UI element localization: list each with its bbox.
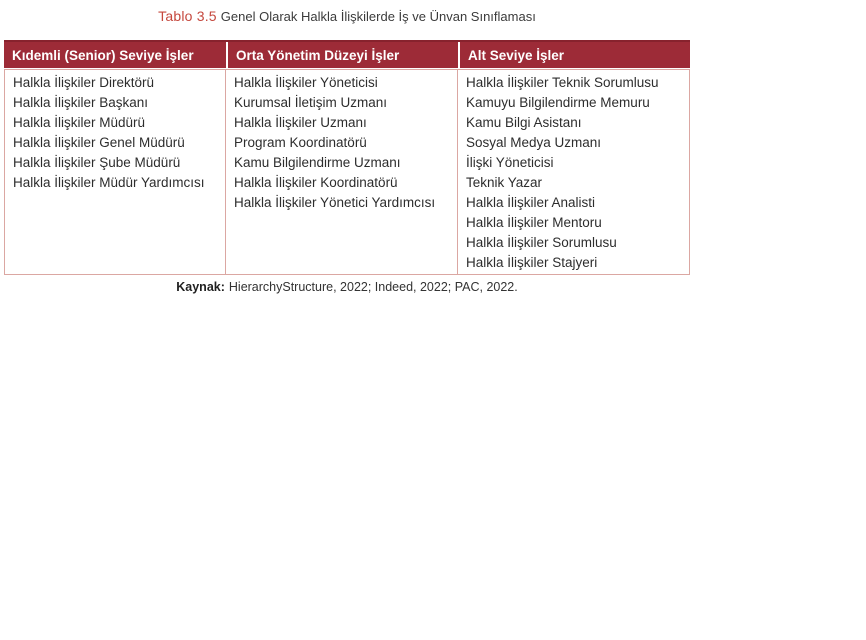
job-title-item: Halkla İlişkiler Müdür Yardımcısı [13,175,205,190]
table-caption-text: Genel Olarak Halkla İlişkilerde İş ve Ünvan Sınıflaması [220,9,536,24]
source-note-text: HierarchyStructure, 2022; Indeed, 2022; PAC, 2022. [228,280,518,294]
job-title-item: Sosyal Medya Uzmanı [466,135,602,150]
job-title-item: Halkla İlişkiler Stajyeri [466,255,598,270]
table-header-row [4,40,690,68]
job-title-item: Halkla İlişkiler Koordinatörü [234,175,398,190]
job-classification-table [4,40,690,275]
job-title-item: İlişki Yöneticisi [466,155,554,170]
job-title-item: Kamu Bilgilendirme Uzmanı [234,155,401,170]
job-title-item: Halkla İlişkiler Direktörü [13,75,155,90]
job-title-item: Halkla İlişkiler Yöneticisi [234,75,378,90]
body-cell-senior [4,69,226,275]
job-title-item: Halkla İlişkiler Mentoru [466,215,602,230]
job-title-item: Halkla İlişkiler Başkanı [13,95,149,110]
mid-level-jobs-list [234,73,453,213]
job-title-item: Halkla İlişkiler Genel Müdürü [13,135,185,150]
job-title-item: Program Koordinatörü [234,135,367,150]
job-title-item: Kamuyu Bilgilendirme Memuru [466,95,650,110]
job-title-item: Halkla İlişkiler Uzmanı [234,115,367,130]
job-title-item: Halkla İlişkiler Sorumlusu [466,235,617,250]
body-cell-entry-level [458,69,690,275]
table-body-row [4,69,690,275]
job-title-item: Halkla İlişkiler Müdürü [13,115,146,130]
header-cell-mid-level: Orta Yönetim Düzeyi İşler [226,42,458,68]
job-title-item: Kurumsal İletişim Uzmanı [234,95,388,110]
job-title-item: Halkla İlişkiler Teknik Sorumlusu [466,75,659,90]
table-caption [4,8,690,24]
source-note [4,280,690,294]
header-cell-senior: Kıdemli (Senior) Seviye İşler [12,48,194,63]
job-title-item: Halkla İlişkiler Şube Müdürü [13,155,181,170]
job-title-item: Teknik Yazar [466,175,543,190]
job-title-item: Halkla İlişkiler Analisti [466,195,596,210]
source-note-label: Kaynak: [176,280,225,294]
table-caption-number: Tablo 3.5 [158,8,217,24]
header-cell-entry-level: Alt Seviye İşler [458,42,690,68]
job-title-item: Kamu Bilgi Asistanı [466,115,582,130]
entry-level-jobs-list [466,73,685,273]
job-title-item: Halkla İlişkiler Yönetici Yardımcısı [234,195,436,210]
body-cell-mid-level [226,69,458,275]
senior-jobs-list [13,73,221,193]
